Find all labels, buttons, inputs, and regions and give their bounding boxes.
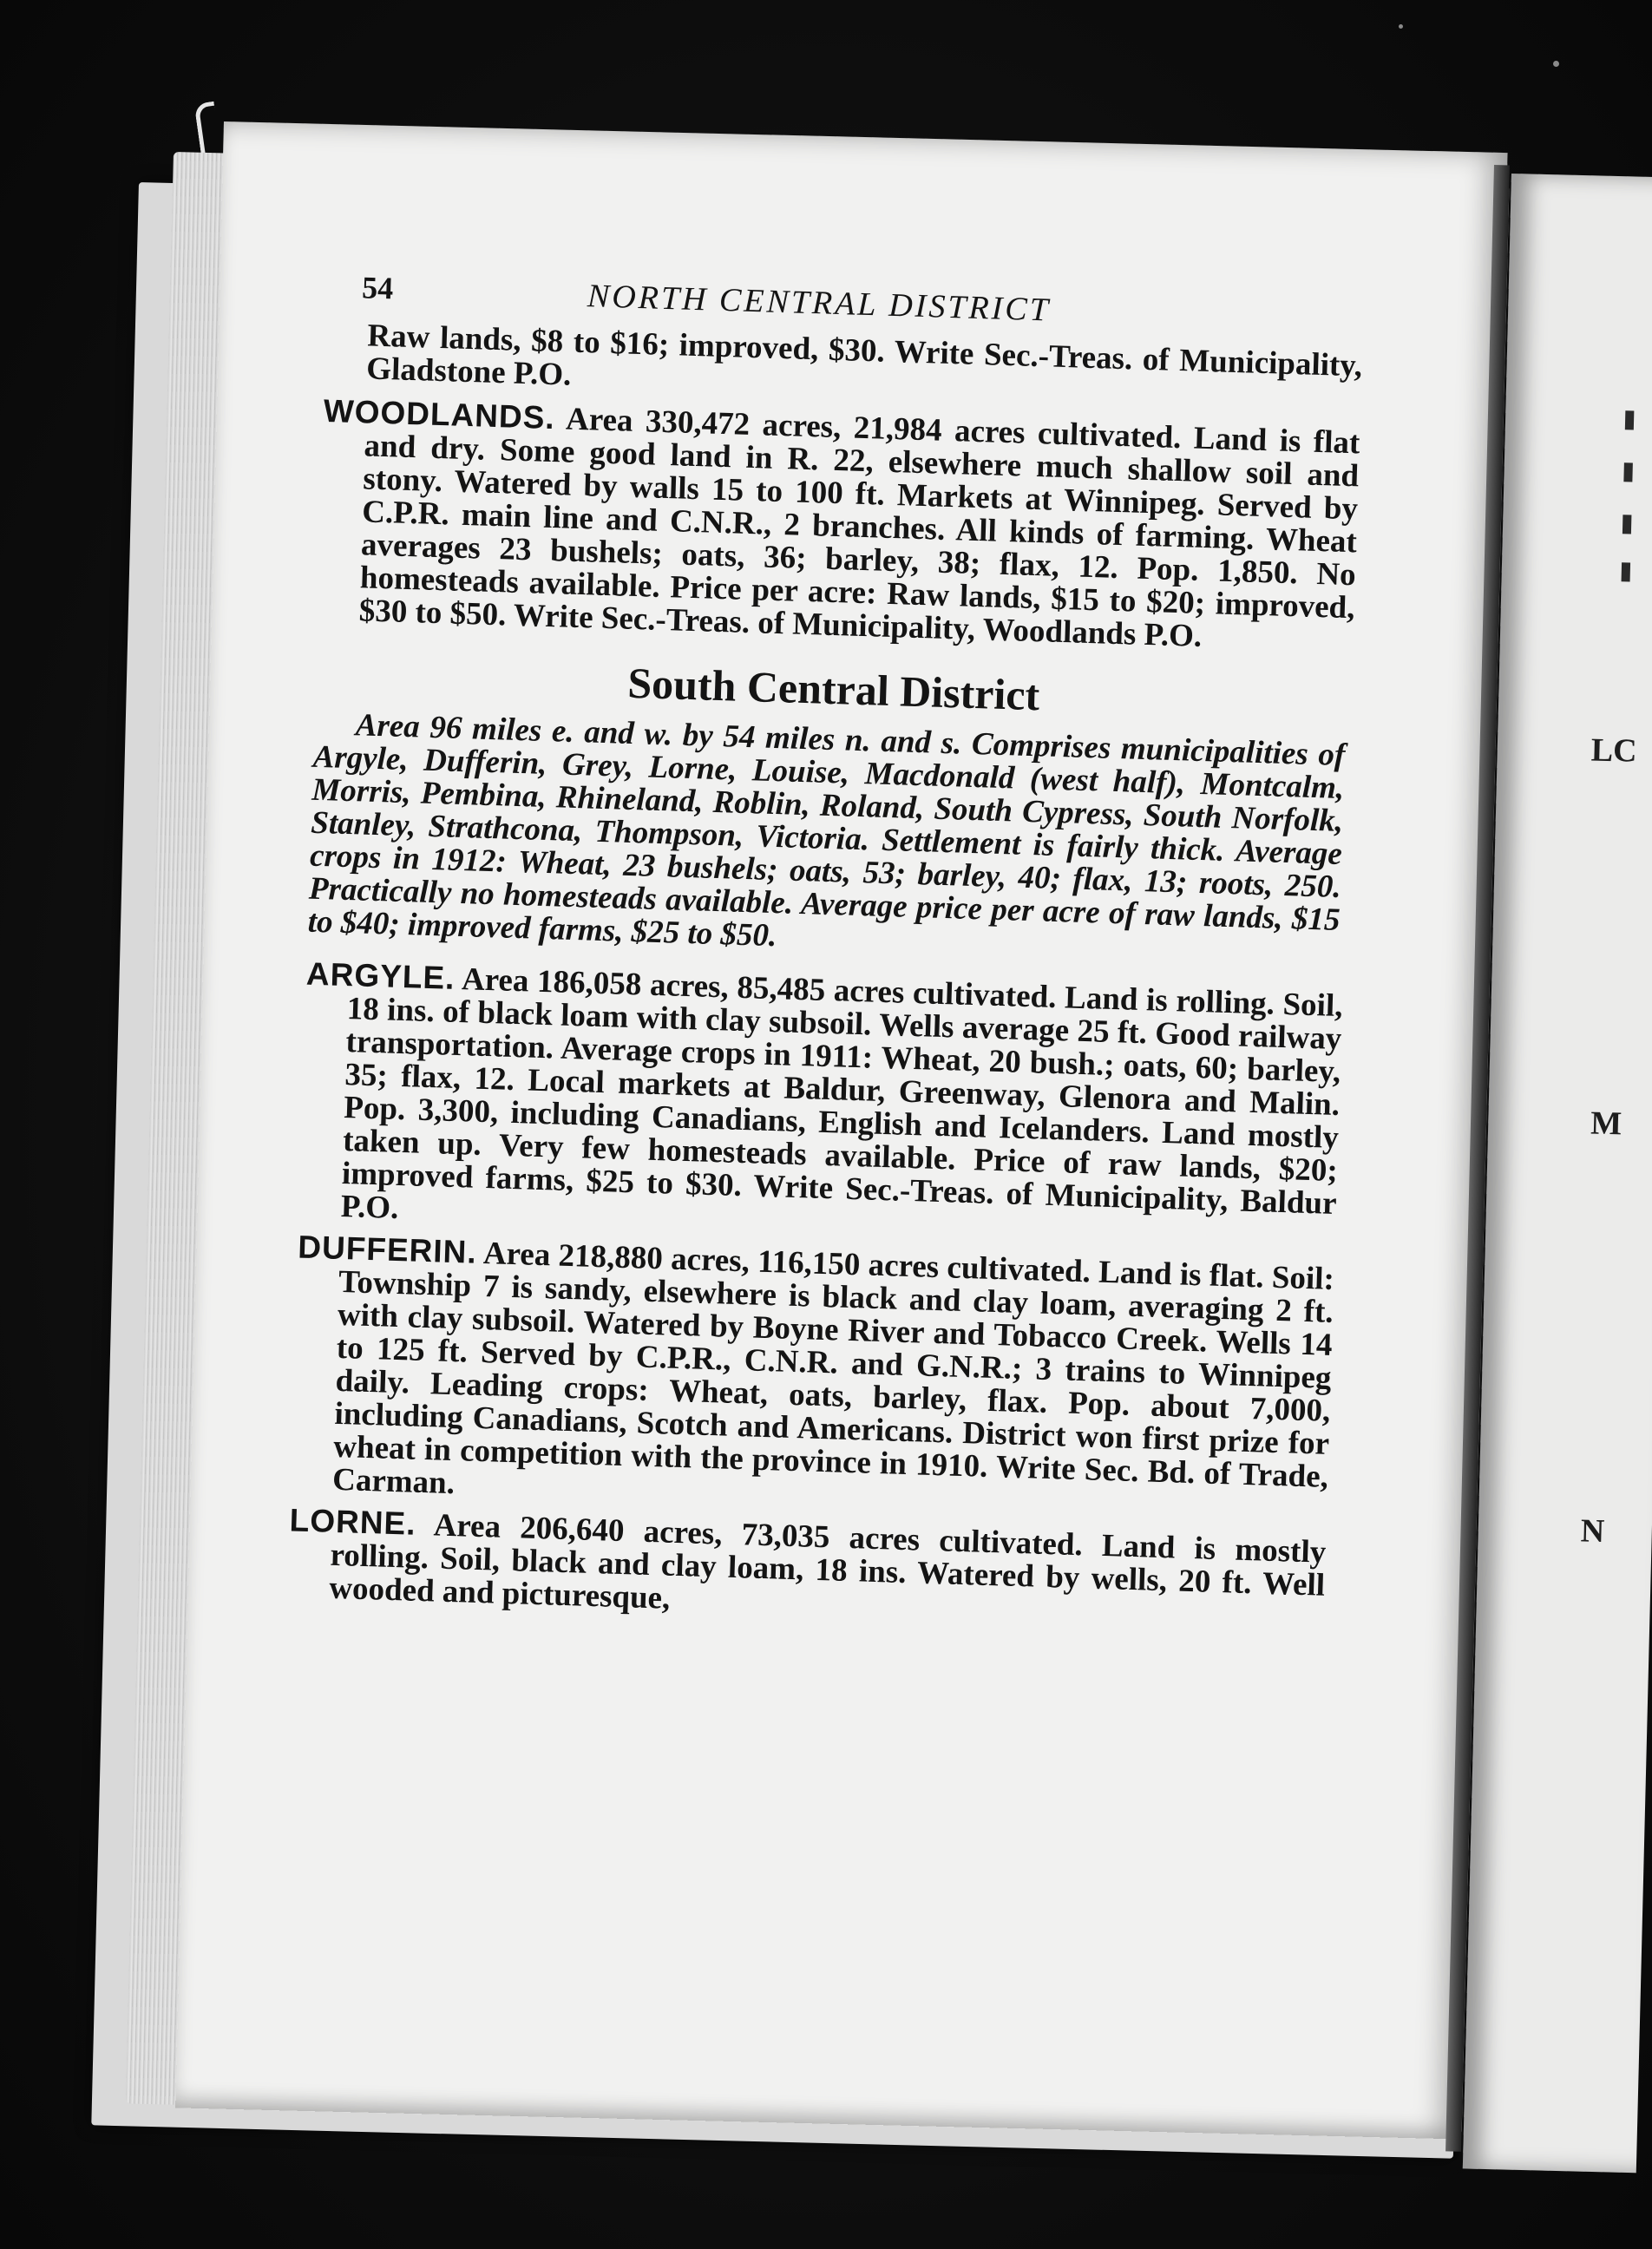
entry-dufferin [291,1230,1335,1526]
district-heading: South Central District [626,658,1041,720]
page-number: 54 [361,270,394,306]
entry-text: Area 330,472 acres, 21,984 acres cultivated. Land is flat and dry. Some good land in R. 22, elsewhere much shallow soil and stony. Watered by walls 15 to 100 ft. Markets at Winnipeg. Served by C.P.R. main line and C.N.R., 2 branches. All kinds of farming. Wheat averages 23 bushels; oats, 36; barley, 38; flax, 12. Pop. 1,850. No homesteads available. Price per acre: Raw lands, $15 to $20; improved, $30 to $50. Write Sec.-Treas. of Municipality, Woodlands P.O. [358,401,1360,654]
entry-woodlands [317,392,1360,658]
entry-text: Area 206,640 acres, 73,035 acres cultivated. Land is mostly rolling. Soil, black and clay loam, 18 ins. Watered by wells, 20 ft. Well wooded and picturesque, [328,1507,1327,1616]
entry-name: WOODLANDS. [323,392,556,436]
entry-text: Area 218,880 acres, 116,150 acres cultivated. Land is flat. Soil: Township 7 is sandy, elsewhere is black and clay loam, averaging 2 ft. with clay subsoil. Watered by Boyne River and Tobacco Creek. Wells 14 to 125 ft. Served by C.P.R., C.N.R. and G.N.R.; 3 trains to Winnipeg daily. Leading crops: Wheat, oats, barley, flax. Pop. about 7,000, including Canadians, Scotch and Americans. District won first prize for wheat in competition with the province in 1910. Write Sec. Bd. of Trade, Carman. [331,1236,1335,1502]
running-head: NORTH CENTRAL DISTRICT [587,278,1052,329]
facing-letter: LC [1590,731,1638,770]
dust-speck [1553,61,1559,67]
facing-letter: N [1580,1512,1605,1551]
facing-text-fragment [1622,515,1632,534]
facing-letter: M [1590,1105,1622,1143]
page-text [287,265,1365,1644]
entry-name: ARGYLE. [305,955,456,996]
entry-lorne [287,1504,1327,1635]
facing-text-fragment [1623,462,1633,482]
dust-speck [1399,24,1403,29]
facing-text-fragment [1625,410,1635,429]
entry-name: DUFFERIN. [297,1229,478,1270]
facing-text-fragment [1622,562,1631,581]
district-intro: Area 96 miles e. and w. by 54 miles n. and s. Comprises municipalities of Argyle, Dufferin, Grey, Lorne, Louise, Macdonald (west half), Montcalm, Morris, Pembina, Rhineland, Roblin, Roland, South Cypress, South Norfolk, Stanley, Strathcona, Thompson, Victoria. Settlement is fairly thick. Average crops in 1912: Wheat, 23 bushels; oats, 53; barley, 40; flax, 13; roots, 250. Practically no homesteads available. Average price per acre of raw lands, $15 to $40; improved farms, $25 to $50. [307,707,1346,954]
entry-argyle [298,955,1344,1254]
entry-name: LORNE. [289,1502,417,1542]
continuation-paragraph: Raw lands, $8 to $16; improved, $30. Write Sec.-Treas. of Municipality, Gladstone P.O. [365,318,1363,393]
entry-text: Area 186,058 acres, 85,485 acres cultivated. Land is rolling. Soil, 18 ins. of black loam with clay subsoil. Wells average 25 ft. Good railway transportation. Average crops in 1911: Wheat, 20 bush.; oats, 60; barley, 35; flax, 12. Local markets at Baldur, Greenway, Glenora and Malin. Pop. 3,300, including Canadians, English and Icelanders. Land mostly taken up. Very few homesteads available. Price of raw lands, $20; improved farms, $25 to $30. Write Sec.-Treas. of Municipality, Baldur P.O. [340,961,1344,1226]
